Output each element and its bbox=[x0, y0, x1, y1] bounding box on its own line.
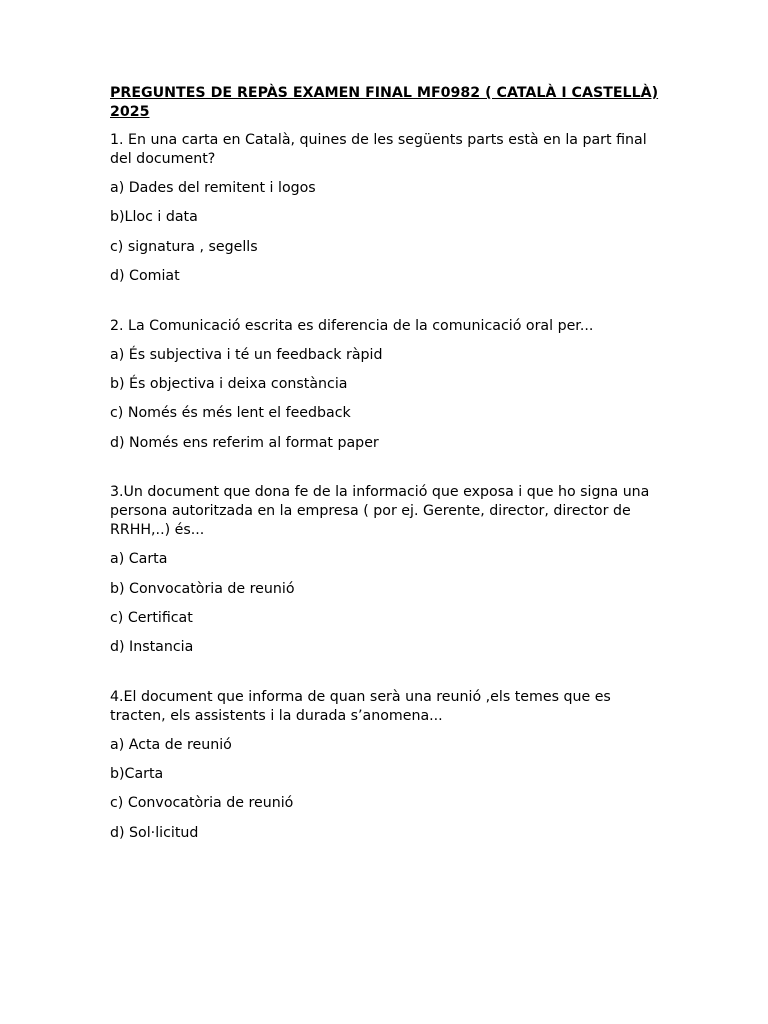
question-block-1 bbox=[110, 131, 670, 286]
answer-option: a) És subjectiva i té un feedback ràpid bbox=[110, 346, 383, 363]
answer-option: d) Només ens referim al format paper bbox=[110, 434, 379, 451]
answer-option: a) Dades del remitent i logos bbox=[110, 180, 316, 196]
spacer bbox=[110, 463, 670, 483]
question-block-4 bbox=[110, 688, 670, 843]
question-block-2 bbox=[110, 317, 670, 453]
spacer bbox=[110, 297, 670, 317]
question-text: 4.El document que informa de quan serà una reunió ,els temes que es tracten, els assistents i la durada s’anomena... bbox=[110, 688, 611, 724]
answer-option: b) És objectiva i deixa constància bbox=[110, 375, 348, 392]
answer-option: b) Convocatòria de reunió bbox=[110, 580, 295, 597]
question-text: 1. En una carta en Català, quines de les següents parts està en la part final del document? bbox=[110, 132, 647, 167]
answer-option: d) Sol·licitud bbox=[110, 824, 199, 841]
answer-option: a) Carta bbox=[110, 551, 168, 568]
answer-option: c) signatura , segells bbox=[110, 238, 258, 255]
spacer bbox=[110, 668, 670, 688]
answer-option: c) Convocatòria de reunió bbox=[110, 795, 294, 812]
question-text: 2. La Comunicació escrita es diferencia de la comunicació oral per... bbox=[110, 317, 594, 334]
answer-option: b)Carta bbox=[110, 766, 164, 783]
question-block-3 bbox=[110, 483, 670, 657]
answer-option: d) Instancia bbox=[110, 639, 194, 656]
answer-option: d) Comiat bbox=[110, 268, 180, 285]
document-page bbox=[110, 84, 670, 853]
document-title: PREGUNTES DE REPÀS EXAMEN FINAL MF0982 ( CATALÀ I CASTELLÀ) 2025 bbox=[110, 85, 659, 120]
answer-option: c) Només és més lent el feedback bbox=[110, 405, 351, 422]
question-text: 3.Un document que dona fe de la informació que exposa i que ho signa una persona autoritzada en la empresa ( por ej. Gerente, director, director de RRHH,..) és... bbox=[110, 484, 650, 539]
answer-option: a) Acta de reunió bbox=[110, 736, 232, 753]
answer-option: b)Lloc i data bbox=[110, 209, 198, 226]
answer-option: c) Certificat bbox=[110, 609, 193, 626]
